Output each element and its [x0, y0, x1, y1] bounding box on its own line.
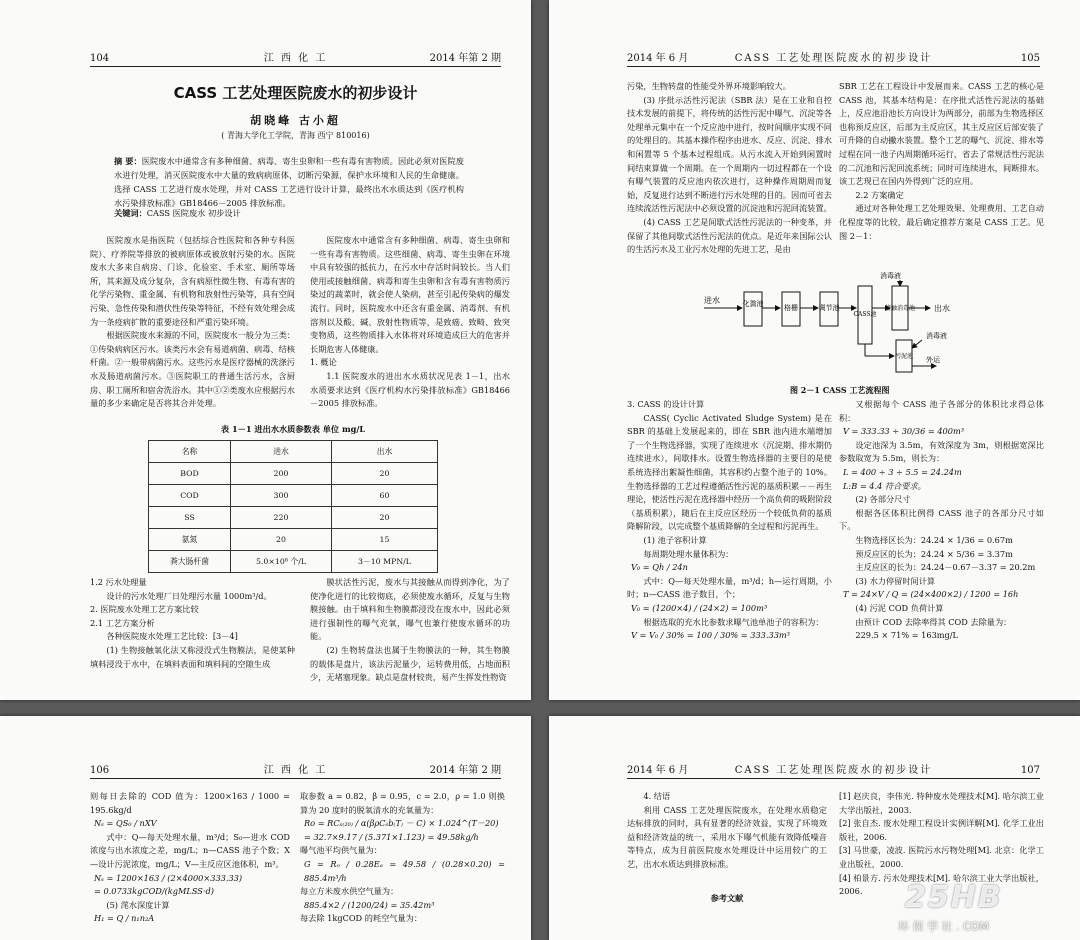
step-label-equalization: 调节池	[818, 304, 840, 312]
step-label-sludge: 污泥池	[894, 353, 914, 360]
authors: 胡晓峰 古小超	[250, 114, 341, 127]
abstract-text: 医院废水中通常含有多种细菌、病毒、寄生虫卵和一些有毒有害物质。因此必须对医院废水进行处理，消灭医院废水中大量的致病病原体，切断污染源，保护水环境和人民的生命健康。选择 CASS 工艺进行废水处理，并对 CASS 工艺进行设计计算，最终出水水质达到《医疗机构水污染排放标准》GB18466－2005 排放标准。	[114, 156, 464, 208]
bottom-right-column	[839, 398, 1044, 643]
table-cell: 15	[331, 529, 437, 551]
page-number: 104	[90, 53, 110, 64]
paragraph: 曝气池平均供气量为：	[300, 845, 382, 856]
paragraph: (2) 生物转盘法也属于生物膜法的一种，其生物膜的载体是盘片，该法污泥量少，运转费用低，占地面积少，无堵塞现象。缺点是盘材较贵，易产生挥发性物资	[310, 644, 510, 683]
table-caption: 表 1－1 进出水水质参数表 单位 mg/L	[220, 424, 366, 434]
right-column	[310, 234, 510, 411]
equation: V = V₀ / 30% = 100 / 30% = 333.33m³	[631, 630, 790, 641]
paragraph: 根据医院废水来源的不同，医院废水一般分为三类：①传染病病区污水。该类污水会有易道病菌、病毒、结核杆菌。②一般带病菌污水。这些污水是医疗器械的洗涤污水及肠道病菌污水。③医院职工的普通生活污水，含厨房、职工厕所和宿舍洗浴水。其中①②类废水应根据污水量的多少来确定是否将其合并处理。	[90, 330, 295, 409]
abstract-label: 摘 要：	[114, 156, 142, 166]
equation: V₀ = Qh / 24n	[631, 562, 688, 573]
paragraph: 生物选择区长为：24.24 × 1/36 = 0.67m	[855, 534, 1013, 545]
right-column	[839, 80, 1044, 243]
section-heading: 1.2 污水处理量	[90, 577, 147, 587]
paragraph: 1.1 医院废水的进出水水质状况见表 1－1，出水水质要求达到《医疗机构水污染排放标准》GB18466－2005 排放标准。	[310, 370, 510, 409]
table-row	[149, 485, 438, 507]
table-cell: BOD	[149, 463, 231, 485]
step-label-disinfection: 接触消毒池	[884, 305, 916, 312]
equation: = 32.7×9.17 / (5.371×1.123) = 49.58kg/h	[304, 831, 479, 842]
section-heading: 2.1 工艺方案分析	[90, 617, 155, 628]
watermark-text: 环 保 学 社 . COM	[898, 920, 989, 933]
issue-label: 2014 年第 2 期	[429, 765, 501, 776]
bottom-right-column	[310, 576, 510, 685]
paragraph: 由预计 COD 去除率得其 COD 去除量为：	[855, 616, 1012, 627]
left-column	[90, 234, 295, 411]
bottom-left-column	[90, 576, 295, 671]
table-header-cell: 名称	[149, 441, 231, 463]
paragraph: (3) 序批示活性污泥法（SBR 法）是在工业和自控技术发展的前提下，将传统的活性污泥中曝气、沉淀等各处理单元集中在一个反应池中进行，按时间顺序实现不同的处理目的。其基本操作程序由进水、反应、沉淀、排水和闲置等 5 个基本过程组成。从污水流入开始到闲置时间结束算做一个周期。在一个周期内一切过程都在一个设有曝气装置的反应池内依次进行，这种操作周期周而复始，反复进行达到不断进行污水处理的目的。因而可省去连续流活性污泥法中必须设置的沉淀池和污泥回流装置。	[627, 94, 832, 214]
equation: Ro = RCₛ₍₂₀₎ / α(βρCₛb₍T₎ － C) × 1.024^(T－20)	[304, 818, 499, 829]
page-106	[0, 716, 531, 940]
paragraph: 利用 CASS 工艺处理医院废水，在处理水质稳定达标排放的同时，具有显著的经济效益，实现了环境效益和经济效益的统一，采用水下曝气机能有效降低噪音等特点，成为目前医院废水处理设计中运用较广的工艺，出水水质达到排放标准。	[627, 804, 827, 869]
water-quality-table	[148, 440, 438, 573]
running-header	[627, 50, 1040, 67]
issue-date: 2014 年 6 月	[627, 53, 689, 64]
page-number: 105	[1020, 53, 1040, 64]
paragraph: 又根据每个 CASS 池子各部分的体积比求得总体积：	[839, 399, 1044, 423]
paragraph: 每去除 1kgCOD 的耗空气量为：	[300, 913, 423, 924]
section-heading: (1) 池子容积计算	[643, 534, 707, 545]
flow-arrow	[912, 340, 922, 348]
keywords-label: 关键词：	[114, 208, 147, 218]
page-number: 106	[90, 765, 110, 776]
table-header-row	[149, 441, 438, 463]
affiliation: ( 青海大学化工学院，青海 西宁 810016)	[221, 131, 370, 140]
sludge-out-label: 外运	[926, 356, 940, 364]
section-heading: 1. 概论	[310, 357, 337, 368]
issue-date: 2014 年 6 月	[627, 765, 689, 776]
section-heading: 3. CASS 的设计计算	[627, 399, 705, 409]
section-heading: (2) 各部分尺寸	[855, 494, 911, 505]
paragraph: 229.5 × 71% = 163mg/L	[855, 630, 958, 641]
journal-name: 江 西 化 工	[263, 765, 328, 776]
table-cell: 5.0×10⁸ 个/L	[231, 551, 332, 573]
section-heading: 4. 结语	[643, 791, 671, 801]
table-row	[149, 551, 438, 573]
left-column	[627, 790, 827, 905]
paragraph: 膜状活性污泥，废水与其接触从而得到净化，为了使净化进行的比较彻底，必须使废水循环，反复与生物膜接触。由于填料和生物膜都浸没在废水中，因此必须进行强制性的曝气充氧，曝气也兼行使废水循环的功能。	[310, 577, 510, 642]
table-row	[149, 507, 438, 529]
paragraph: 每周期处理水量体积为：	[643, 548, 734, 559]
paragraph: SBR 工艺在工程设计中发展而来。CASS 工艺的核心是 CASS 池，其基本结构是：在序批式活性污泥法的基础上，反应池沿池长方向设计为两部分，前部为生物选择区也称预反应区，后部为主反应区，其主反应区后部安装了可升降的自动撇水装置。整个工艺的曝气、沉淀、排水等过程在同一池子内周期循环运行，省去了常规活性污泥法的二沉池和污泥回流系统；同时可连续进水，间断排水。该工艺现已在国内外得到广泛的应用。	[839, 81, 1044, 187]
equation: H₁ = Q / n₁n₂A	[94, 913, 155, 924]
table-cell: 20	[331, 507, 437, 529]
references-title: 参考文献	[710, 892, 744, 903]
section-heading: 2. 医院废水处理工艺方案比较	[90, 604, 199, 615]
issue-label: 2014 年第 2 期	[429, 53, 501, 64]
abstract	[114, 154, 464, 210]
section-heading: 2.2 方案确定	[855, 189, 904, 200]
paragraph: 根据各区体积比例得 CASS 池子的各部分尺寸如下。	[839, 507, 1044, 532]
watermark-logo: 25HB	[905, 880, 1003, 915]
equation: T = 24×V / Q = (24×400×2) / 1200 = 16h	[843, 589, 1019, 600]
table-header-cell: 进水	[231, 441, 332, 463]
table-cell: COD	[149, 485, 231, 507]
paragraph: (1) 生物接触氧化法又称浸没式生物膜法，是使某种填料浸没于水中，在填料表面和填料间的空隙生成	[90, 644, 295, 669]
step-label-screen: 格栅	[784, 304, 798, 312]
paragraph: 根据选取的充水比参数求曝气池单池子的容积为：	[643, 616, 824, 627]
paragraph: 通过对各种处理工艺处理效果、处理费用、工艺自动化程度等的比较，最后确定推荐方案是 CASS 工艺。见图 2－1：	[839, 203, 1044, 241]
paragraph: CASS( Cyclic Activated Sludge System) 是在 SBR 的基础上发展起来的，即在 SBR 池内进水端增加了一个生物选择器，实现了连续进水（沉淀期、排水期仍连续进水），间歇排水。设置生物选择器的主要目的是使系统选择出絮凝性细菌，其容积约占整个池子的 10%。生物选择器的工艺过程遵循活性污泥的基质积累－－再生理论，使活性污泥在选择器中经历一个高负荷的吸附阶段（基质积累），随后在主反应区经历一个较低负荷的基质降解阶段，以完成整个基质降解的全过程和污泥再生。	[627, 412, 832, 532]
inlet-label: 进水	[704, 296, 720, 305]
running-header	[627, 762, 1040, 779]
equation: L = 400 ÷ 3 ÷ 5.5 = 24.24m	[843, 466, 962, 477]
cass-flow-diagram	[700, 268, 980, 374]
running-header	[90, 762, 501, 779]
step-label-cass: CASS池	[853, 311, 877, 318]
table-header-cell: 出水	[331, 441, 437, 463]
table-cell: 20	[331, 463, 437, 485]
equation: G = Rₒ / 0.28Eₐ = 49.58 / (0.28×0.20) = 885.4m³/h	[304, 858, 505, 883]
step-label-septic: 化粪池	[742, 300, 764, 308]
page-104	[0, 0, 531, 700]
disinfectant-label: 消毒液	[880, 272, 901, 280]
paragraph: (4) CASS 工艺是间歇式活性污泥法的一种变革，并保留了其他间歇式活性污泥法的优点。是近年来国际公认的生活污水及工业污水处理的先进工艺，是由	[627, 216, 832, 255]
table-cell: 60	[331, 485, 437, 507]
running-title: CASS 工艺处理医院废水的初步设计	[734, 53, 933, 64]
table-cell: 200	[231, 463, 332, 485]
section-heading: (3) 水力停留时间计算	[855, 575, 936, 586]
table-cell: 氨氮	[149, 529, 231, 551]
paper-title: CASS 工艺处理医院废水的初步设计	[173, 84, 418, 102]
equation: Nₛ = 1200×163 / (2×4000×333.33)	[94, 872, 243, 883]
keywords-text: CASS 医院废水 初步设计	[146, 208, 241, 218]
table-cell: 20	[231, 529, 332, 551]
left-column	[627, 80, 832, 257]
paragraph: 医院废水是指医院（包括综合性医院和各种专科医院）、疗养院等排放的被病原体或被放射污染的水。医院废水大多来自病房、门诊、化验室、手术室、厕所等场所，其来源及成分复杂，含有病原性微生物、有毒有害的化学污染物、重金属、有机物和放射性污染等，具有空间污染、急性传染和潜伏性传染等特征，不经有效处理会成为一条疫病扩散的重要途径和严重污染环境。	[90, 235, 295, 327]
paragraph: 主反应区的长为：24.24－0.67－3.37 = 20.2m	[855, 562, 1036, 573]
table-row	[149, 529, 438, 551]
outlet-label: 出水	[934, 304, 950, 313]
paragraph: 污染，生物转盘的性能受外界环境影响较大。	[627, 81, 791, 91]
reference-item: [1] 赵庆良，李伟光. 特种废水处理技术[M]. 哈尔滨工业大学出版社，2003.	[839, 791, 1044, 815]
section-heading: (4) 污泥 COD 负荷计算	[855, 602, 944, 613]
table-cell: 220	[231, 507, 332, 529]
equation: V₀ = (1200×4) / (24×2) = 100m³	[631, 602, 768, 613]
journal-name: 江 西 化 工	[263, 53, 328, 64]
equation: V = 333.33 ÷ 30/36 = 400m³	[843, 426, 965, 437]
paragraph: 式中：Q—每天处理水量，m³/d；h—运行周期，小时；n—CASS 池子数目，个；	[627, 575, 832, 600]
paragraph: 各种医院废水处理工艺比较：[3－4]	[106, 631, 238, 642]
bottom-left-column	[627, 398, 832, 643]
table-row	[149, 463, 438, 485]
disinfectant-label-2: 消毒液	[926, 332, 947, 340]
left-column	[90, 790, 290, 926]
paragraph: 式中：Q—每天处理水量，m³/d；S₀—进水 COD 浓度与出水浓度之差，mg/L；n—CASS 池子个数；X—设计污泥浓度，mg/L；V—主反应区池体积，m³。	[90, 831, 290, 869]
section-heading: (5) 滗水深度计算	[106, 899, 170, 910]
equation: = 0.0733kgCOD/(kgMLSS·d)	[94, 886, 214, 897]
table-cell: SS	[149, 507, 231, 529]
reference-item: [2] 张自杰. 废水处理工程设计实例详解[M]. 化学工业出版社，2006.	[839, 818, 1044, 842]
paragraph: 医院废水中通常含有多种细菌、病毒、寄生虫卵和一些有毒有害物质。这些细菌、病毒、寄生虫卵在环境中具有较强的抵抗力，在污水中存活时间较长。当人们使用或接触细菌、病毒和寄生虫卵和含有毒有害物质污染过的蔬菜时，就会使人染病，甚至引起传染病的爆发流行。同时，医院废水中还含有重金属、消毒剂、有机溶剂以及酸、碱、放射性物质等，是致癌、致畸、致突变物质，这些物质排入水体将对环境造成巨大的危害并长期危害人体健康。	[310, 235, 510, 354]
paragraph: 取参数 a = 0.82，β = 0.95，c = 2.0，ρ = 1.0 则换算为 20 度时的脱氧清水的充氧量为：	[300, 791, 505, 815]
page-number: 107	[1020, 765, 1040, 776]
step-box-septic	[744, 292, 762, 326]
reference-item: [3] 马世豪，凌波. 医院污水污物处理[M]. 北京：化学工业出版社，2000.	[839, 845, 1044, 869]
paragraph: 预反应区的长为：24.24 × 5/36 = 3.37m	[855, 548, 1013, 559]
running-header	[90, 50, 501, 67]
table-cell: 300	[231, 485, 332, 507]
table-cell: 3－10 MPN/L	[331, 551, 437, 573]
equation: 885.4×2 / (1200/24) = 35.42m³	[304, 899, 435, 910]
table-cell: 粪大肠杆菌	[149, 551, 231, 573]
keywords	[114, 208, 464, 219]
right-column	[300, 790, 505, 926]
reference-item: [4] 柏景方. 污水处理技术[M]. 哈尔滨工业大学出版社，2006.	[839, 872, 1044, 897]
figure-caption: 图 2－1 CASS 工艺流程图	[790, 385, 890, 395]
paragraph: 设计的污水处理厂日处理污水量 1000m³/d。	[106, 590, 272, 601]
equation: 则每日去除的 COD 值为：1200×163 / 1000 = 195.6kg/d	[90, 791, 290, 815]
paragraph: 设定池深为 3.5m，有效深度为 3m，则根据宽深比参数取宽为 5.5m，则长为：	[839, 439, 1044, 464]
equation: L:B = 4.4 符合要求。	[843, 480, 926, 491]
equation: Nₛ = QS₀ / nXV	[94, 818, 157, 829]
paragraph: 每立方米废水供空气量为：	[300, 886, 399, 897]
running-title: CASS 工艺处理医院废水的初步设计	[734, 765, 933, 776]
